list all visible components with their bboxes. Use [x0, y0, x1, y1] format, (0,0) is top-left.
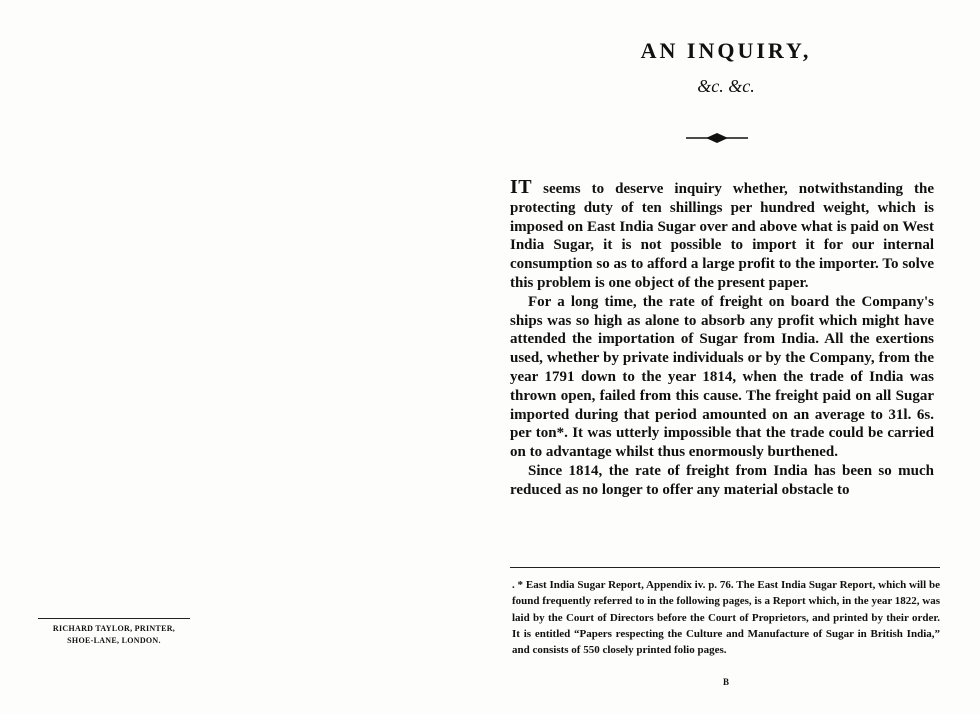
- right-page: [500, 0, 950, 714]
- paragraph-1-text: seems to deserve inquiry whether, notwithstanding the protecting duty of ten shillings per hundred weight, which is imposed on East India Sugar over and above what is paid on West India Sugar, it is not possible to import it for our internal consumption so as to afford a large profit to the importer. To solve this problem is one object of the present paper.: [510, 181, 934, 291]
- page-subtitle: &c. &c.: [697, 76, 755, 96]
- signature-mark: B: [722, 677, 729, 687]
- left-page: [0, 0, 470, 714]
- footnote: . * East India Sugar Report, Appendix iv. p. 76. The East India Sugar Report, which will be found frequently referred to in the following pages, is a Report which, in the year 1822, was laid by the Court of Directors before the Court of Proprietors, and printed by their order. It is entitled “Papers respecting the Culture and Manufacture of Sugar in British India,” and consists of 550 closely printed folio pages.: [512, 579, 940, 657]
- paragraph-3: Since 1814, the rate of freight from India has been so much reduced as no longer to offer any material obstacle to: [510, 462, 934, 498]
- footnote-divider: [510, 567, 940, 568]
- imprint-line-1: RICHARD TAYLOR, PRINTER,: [52, 624, 176, 633]
- diamond-rule-ornament-icon: [686, 131, 748, 145]
- drop-cap: IT: [510, 176, 533, 198]
- imprint-line-2: SHOE-LANE, LONDON.: [67, 636, 161, 645]
- paragraph-2: For a long time, the rate of freight on board the Company's ships was so high as alone to absorb any profit which might have attended the importation of Sugar from India. All the exertions used, whether by private individuals or by the Company, from the year 1791 down to the year 1814, when the trade of India was thrown open, failed from this cause. The freight paid on all Sugar imported during that period amounted on an average to 31l. 6s. per ton*. It was utterly impossible that the trade could be carried on to advantage whilst thus enormously burthened.: [510, 293, 934, 461]
- printer-imprint: [38, 618, 190, 647]
- paragraph-1: [510, 178, 934, 293]
- page-title: AN INQUIRY,: [640, 38, 812, 63]
- body-text: [510, 178, 934, 500]
